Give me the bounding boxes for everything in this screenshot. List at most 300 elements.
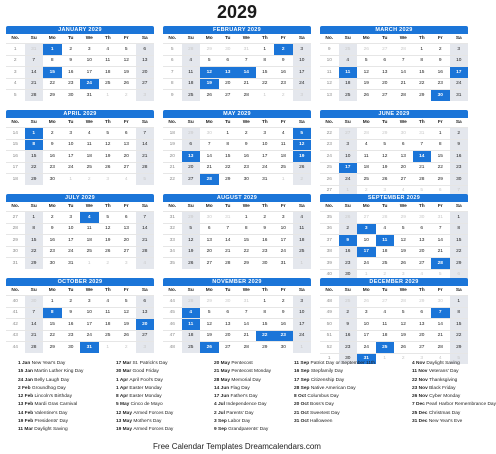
day-cell[interactable]: 12 [394, 235, 413, 247]
day-cell[interactable]: 31 [357, 353, 376, 364]
day-cell[interactable]: 26 [99, 162, 118, 174]
day-cell[interactable]: 11 [99, 55, 118, 67]
day-cell[interactable]: 27 [219, 342, 238, 353]
day-cell[interactable]: 5 [117, 296, 136, 308]
day-cell-outside[interactable]: 29 [182, 128, 201, 140]
day-cell[interactable]: 21 [237, 330, 256, 342]
day-cell[interactable]: 12 [200, 319, 219, 331]
day-cell[interactable]: 20 [376, 78, 395, 90]
day-cell-outside[interactable]: 5 [450, 353, 469, 364]
day-cell[interactable]: 26 [117, 330, 136, 342]
day-cell[interactable]: 2 [43, 212, 62, 224]
day-cell[interactable]: 10 [357, 319, 376, 331]
day-cell[interactable]: 8 [450, 223, 469, 235]
day-cell-outside[interactable]: 3 [293, 90, 312, 101]
day-cell[interactable]: 15 [450, 235, 469, 247]
day-cell-outside[interactable]: 28 [394, 296, 413, 308]
day-cell-outside[interactable]: 4 [431, 353, 450, 364]
day-cell[interactable]: 26 [99, 246, 118, 258]
day-cell[interactable]: 15 [450, 319, 469, 331]
day-cell[interactable]: 5 [394, 223, 413, 235]
day-cell[interactable]: 9 [274, 307, 293, 319]
day-cell[interactable]: 27 [413, 258, 432, 270]
day-cell[interactable]: 1 [219, 128, 238, 140]
day-cell[interactable]: 24 [357, 258, 376, 270]
day-cell-outside[interactable]: 1 [357, 269, 376, 280]
day-cell[interactable]: 6 [182, 139, 201, 151]
day-cell[interactable]: 14 [431, 319, 450, 331]
day-cell[interactable]: 8 [43, 55, 62, 67]
day-cell[interactable]: 13 [219, 319, 238, 331]
day-cell[interactable]: 11 [182, 67, 201, 79]
day-cell[interactable]: 2 [43, 128, 62, 140]
day-cell-outside[interactable]: 4 [136, 258, 155, 269]
day-cell[interactable]: 10 [62, 139, 81, 151]
day-cell[interactable]: 17 [80, 67, 99, 79]
day-cell[interactable]: 22 [25, 162, 44, 174]
day-cell[interactable]: 18 [80, 151, 99, 163]
day-cell[interactable]: 20 [394, 162, 413, 174]
day-cell[interactable]: 28 [237, 90, 256, 101]
day-cell[interactable]: 31 [62, 258, 81, 269]
day-cell[interactable]: 27 [117, 162, 136, 174]
day-cell[interactable]: 27 [394, 174, 413, 186]
day-cell[interactable]: 9 [274, 55, 293, 67]
day-cell[interactable]: 11 [293, 223, 312, 235]
day-cell[interactable]: 29 [25, 174, 44, 185]
day-cell-outside[interactable]: 26 [357, 296, 376, 308]
day-cell-outside[interactable]: 31 [237, 44, 256, 56]
day-cell-outside[interactable]: 4 [413, 269, 432, 280]
day-cell[interactable]: 3 [357, 307, 376, 319]
day-cell[interactable]: 28 [25, 90, 44, 101]
day-cell[interactable]: 22 [256, 78, 275, 90]
day-cell-outside[interactable]: 31 [219, 212, 238, 224]
day-cell-outside[interactable]: 3 [413, 353, 432, 364]
day-cell[interactable]: 30 [274, 342, 293, 353]
day-cell-outside[interactable]: 30 [25, 296, 44, 308]
day-cell-outside[interactable]: 4 [117, 174, 136, 185]
day-cell[interactable]: 18 [182, 330, 201, 342]
day-cell[interactable]: 19 [394, 330, 413, 342]
day-cell[interactable]: 20 [182, 162, 201, 174]
day-cell[interactable]: 12 [182, 235, 201, 247]
day-cell[interactable]: 14 [431, 235, 450, 247]
day-cell[interactable]: 28 [431, 342, 450, 354]
day-cell[interactable]: 15 [256, 67, 275, 79]
day-cell[interactable]: 12 [357, 67, 376, 79]
day-cell[interactable]: 5 [99, 128, 118, 140]
day-cell-outside[interactable]: 2 [274, 90, 293, 101]
day-cell[interactable]: 2 [256, 212, 275, 224]
day-cell-outside[interactable]: 2 [376, 269, 395, 280]
day-cell-outside[interactable]: 29 [182, 212, 201, 224]
day-cell[interactable]: 17 [357, 246, 376, 258]
day-cell[interactable]: 28 [25, 342, 44, 353]
day-cell[interactable]: 4 [293, 212, 312, 224]
day-cell[interactable]: 8 [25, 223, 44, 235]
day-cell-outside[interactable]: 25 [339, 44, 358, 56]
day-cell[interactable]: 22 [450, 246, 469, 258]
day-cell[interactable]: 1 [256, 296, 275, 308]
day-cell[interactable]: 7 [431, 307, 450, 319]
day-cell[interactable]: 13 [413, 319, 432, 331]
day-cell-outside[interactable]: 28 [182, 296, 201, 308]
day-cell[interactable]: 28 [431, 258, 450, 270]
day-cell[interactable]: 26 [117, 78, 136, 90]
day-cell[interactable]: 23 [256, 246, 275, 258]
day-cell[interactable]: 20 [136, 67, 155, 79]
day-cell[interactable]: 14 [237, 319, 256, 331]
day-cell-outside[interactable]: 2 [357, 185, 376, 196]
day-cell[interactable]: 19 [117, 67, 136, 79]
day-cell[interactable]: 22 [431, 162, 450, 174]
day-cell[interactable]: 29 [256, 342, 275, 353]
day-cell[interactable]: 9 [43, 223, 62, 235]
day-cell-outside[interactable]: 1 [80, 258, 99, 269]
day-cell[interactable]: 21 [237, 78, 256, 90]
day-cell-outside[interactable]: 5 [136, 174, 155, 185]
day-cell[interactable]: 23 [62, 78, 81, 90]
day-cell-outside[interactable]: 3 [99, 174, 118, 185]
day-cell[interactable]: 3 [274, 212, 293, 224]
day-cell[interactable]: 5 [200, 55, 219, 67]
day-cell[interactable]: 14 [413, 151, 432, 163]
day-cell[interactable]: 3 [80, 44, 99, 56]
day-cell[interactable]: 7 [136, 128, 155, 140]
day-cell[interactable]: 19 [376, 162, 395, 174]
day-cell[interactable]: 21 [431, 330, 450, 342]
day-cell[interactable]: 16 [339, 246, 358, 258]
day-cell[interactable]: 23 [237, 162, 256, 174]
day-cell[interactable]: 15 [413, 67, 432, 79]
day-cell[interactable]: 4 [182, 55, 201, 67]
day-cell[interactable]: 23 [339, 258, 358, 270]
day-cell[interactable]: 19 [182, 246, 201, 258]
day-cell[interactable]: 13 [200, 235, 219, 247]
day-cell[interactable]: 21 [413, 162, 432, 174]
day-cell[interactable]: 23 [450, 162, 469, 174]
day-cell-outside[interactable]: 30 [413, 212, 432, 224]
day-cell[interactable]: 26 [394, 342, 413, 354]
day-cell-outside[interactable]: 28 [182, 44, 201, 56]
day-cell[interactable]: 10 [450, 55, 469, 67]
day-cell[interactable]: 7 [25, 307, 44, 319]
day-cell-outside[interactable]: 30 [200, 212, 219, 224]
day-cell[interactable]: 11 [80, 223, 99, 235]
day-cell[interactable]: 6 [376, 55, 395, 67]
day-cell[interactable]: 8 [237, 223, 256, 235]
day-cell[interactable]: 18 [376, 330, 395, 342]
day-cell[interactable]: 25 [293, 246, 312, 258]
day-cell[interactable]: 7 [25, 55, 44, 67]
day-cell[interactable]: 23 [43, 162, 62, 174]
day-cell-outside[interactable]: 30 [219, 296, 238, 308]
day-cell-outside[interactable]: 6 [431, 185, 450, 196]
day-cell[interactable]: 2 [339, 223, 358, 235]
day-cell[interactable]: 3 [62, 212, 81, 224]
day-cell[interactable]: 21 [219, 246, 238, 258]
day-cell[interactable]: 11 [339, 67, 358, 79]
day-cell[interactable]: 10 [256, 139, 275, 151]
day-cell[interactable]: 13 [394, 151, 413, 163]
day-cell[interactable]: 22 [256, 330, 275, 342]
day-cell[interactable]: 25 [80, 246, 99, 258]
day-cell[interactable]: 4 [99, 296, 118, 308]
day-cell[interactable]: 11 [99, 307, 118, 319]
day-cell[interactable]: 3 [450, 44, 469, 56]
day-cell[interactable]: 21 [25, 78, 44, 90]
day-cell[interactable]: 7 [431, 223, 450, 235]
day-cell[interactable]: 26 [200, 342, 219, 353]
day-cell[interactable]: 6 [219, 55, 238, 67]
day-cell[interactable]: 22 [413, 78, 432, 90]
day-cell-outside[interactable]: 29 [200, 44, 219, 56]
day-cell[interactable]: 1 [413, 44, 432, 56]
day-cell-outside[interactable]: 4 [394, 185, 413, 196]
day-cell[interactable]: 2 [62, 296, 81, 308]
day-cell[interactable]: 1 [256, 44, 275, 56]
day-cell[interactable]: 1 [25, 212, 44, 224]
day-cell-outside[interactable]: 26 [339, 212, 358, 224]
day-cell-outside[interactable]: 7 [450, 185, 469, 196]
day-cell[interactable]: 16 [431, 67, 450, 79]
day-cell-outside[interactable]: 29 [376, 128, 395, 140]
day-cell[interactable]: 24 [62, 246, 81, 258]
day-cell[interactable]: 2 [431, 44, 450, 56]
day-cell-outside[interactable]: 31 [25, 44, 44, 56]
day-cell-outside[interactable]: 1 [99, 342, 118, 353]
day-cell[interactable]: 10 [293, 307, 312, 319]
day-cell-outside[interactable]: 29 [200, 296, 219, 308]
day-cell[interactable]: 31 [450, 90, 469, 101]
day-cell[interactable]: 7 [413, 139, 432, 151]
day-cell[interactable]: 12 [117, 307, 136, 319]
day-cell[interactable]: 9 [450, 139, 469, 151]
day-cell-outside[interactable]: 1 [274, 174, 293, 185]
day-cell-outside[interactable]: 1 [339, 185, 358, 196]
day-cell[interactable]: 12 [376, 151, 395, 163]
day-cell[interactable]: 9 [62, 55, 81, 67]
day-cell[interactable]: 23 [62, 330, 81, 342]
day-cell[interactable]: 25 [339, 90, 358, 101]
day-cell[interactable]: 18 [182, 78, 201, 90]
day-cell[interactable]: 3 [293, 296, 312, 308]
day-cell[interactable]: 30 [43, 258, 62, 269]
day-cell[interactable]: 7 [237, 55, 256, 67]
day-cell[interactable]: 21 [431, 246, 450, 258]
day-cell-outside[interactable]: 5 [413, 185, 432, 196]
day-cell[interactable]: 30 [450, 174, 469, 186]
day-cell-outside[interactable]: 1 [293, 258, 312, 269]
day-cell[interactable]: 25 [80, 162, 99, 174]
day-cell[interactable]: 28 [237, 342, 256, 353]
day-cell[interactable]: 27 [182, 174, 201, 185]
day-cell[interactable]: 19 [394, 246, 413, 258]
day-cell[interactable]: 31 [274, 258, 293, 269]
day-cell[interactable]: 20 [200, 246, 219, 258]
day-cell[interactable]: 1 [450, 296, 469, 308]
day-cell-outside[interactable]: 2 [293, 174, 312, 185]
day-cell[interactable]: 24 [80, 78, 99, 90]
day-cell[interactable]: 18 [99, 319, 118, 331]
day-cell[interactable]: 16 [62, 319, 81, 331]
day-cell[interactable]: 29 [413, 90, 432, 101]
day-cell[interactable]: 29 [450, 342, 469, 354]
day-cell[interactable]: 20 [219, 330, 238, 342]
day-cell[interactable]: 25 [357, 174, 376, 186]
day-cell[interactable]: 29 [219, 174, 238, 185]
day-cell[interactable]: 8 [256, 55, 275, 67]
day-cell[interactable]: 3 [357, 223, 376, 235]
day-cell-outside[interactable]: 27 [339, 128, 358, 140]
day-cell[interactable]: 18 [293, 235, 312, 247]
day-cell[interactable]: 24 [62, 162, 81, 174]
day-cell[interactable]: 16 [450, 151, 469, 163]
day-cell[interactable]: 27 [219, 90, 238, 101]
day-cell[interactable]: 23 [339, 342, 358, 354]
day-cell[interactable]: 5 [357, 55, 376, 67]
day-cell[interactable]: 29 [43, 342, 62, 353]
day-cell[interactable]: 4 [274, 128, 293, 140]
day-cell[interactable]: 9 [431, 55, 450, 67]
day-cell[interactable]: 22 [219, 162, 238, 174]
day-cell[interactable]: 1 [25, 128, 44, 140]
day-cell[interactable]: 28 [394, 90, 413, 101]
day-cell[interactable]: 8 [431, 139, 450, 151]
day-cell[interactable]: 15 [256, 319, 275, 331]
day-cell[interactable]: 30 [237, 174, 256, 185]
day-cell[interactable]: 21 [25, 330, 44, 342]
day-cell[interactable]: 4 [357, 139, 376, 151]
day-cell[interactable]: 21 [394, 78, 413, 90]
day-cell[interactable]: 6 [394, 139, 413, 151]
day-cell[interactable]: 29 [43, 90, 62, 101]
day-cell[interactable]: 21 [136, 235, 155, 247]
day-cell[interactable]: 14 [394, 67, 413, 79]
day-cell[interactable]: 15 [25, 151, 44, 163]
day-cell[interactable]: 18 [274, 151, 293, 163]
footer-credit[interactable]: Free Calendar Templates Dreamcalendars.com [153, 442, 321, 451]
day-cell[interactable]: 2 [237, 128, 256, 140]
day-cell[interactable]: 14 [219, 235, 238, 247]
day-cell[interactable]: 25 [99, 330, 118, 342]
day-cell[interactable]: 30 [62, 90, 81, 101]
day-cell[interactable]: 28 [413, 174, 432, 186]
day-cell[interactable]: 22 [237, 246, 256, 258]
day-cell[interactable]: 14 [136, 223, 155, 235]
day-cell[interactable]: 29 [25, 258, 44, 269]
day-cell[interactable]: 23 [431, 78, 450, 90]
day-cell[interactable]: 22 [43, 78, 62, 90]
day-cell[interactable]: 27 [200, 258, 219, 269]
day-cell-outside[interactable]: 3 [376, 185, 395, 196]
day-cell-outside[interactable]: 25 [339, 296, 358, 308]
day-cell[interactable]: 4 [339, 55, 358, 67]
day-cell[interactable]: 26 [293, 162, 312, 174]
day-cell[interactable]: 6 [413, 307, 432, 319]
day-cell[interactable]: 5 [99, 212, 118, 224]
day-cell[interactable]: 24 [293, 330, 312, 342]
day-cell-outside[interactable]: 30 [431, 296, 450, 308]
day-cell[interactable]: 7 [200, 139, 219, 151]
day-cell[interactable]: 11 [376, 235, 395, 247]
day-cell[interactable]: 20 [117, 151, 136, 163]
day-cell[interactable]: 4 [182, 307, 201, 319]
day-cell[interactable]: 10 [62, 223, 81, 235]
day-cell[interactable]: 16 [256, 235, 275, 247]
day-cell[interactable]: 21 [136, 151, 155, 163]
day-cell-outside[interactable]: 2 [117, 342, 136, 353]
day-cell[interactable]: 10 [274, 223, 293, 235]
day-cell-outside[interactable]: 2 [99, 258, 118, 269]
day-cell[interactable]: 17 [62, 235, 81, 247]
day-cell[interactable]: 5 [376, 139, 395, 151]
day-cell[interactable]: 16 [274, 67, 293, 79]
day-cell[interactable]: 18 [357, 162, 376, 174]
day-cell[interactable]: 19 [99, 235, 118, 247]
day-cell-outside[interactable]: 29 [413, 296, 432, 308]
day-cell-outside[interactable]: 1 [293, 342, 312, 353]
day-cell[interactable]: 13 [376, 67, 395, 79]
day-cell-outside[interactable]: 1 [62, 174, 81, 185]
day-cell[interactable]: 10 [80, 307, 99, 319]
day-cell[interactable]: 29 [237, 258, 256, 269]
day-cell-outside[interactable]: 31 [237, 296, 256, 308]
day-cell[interactable]: 8 [413, 55, 432, 67]
day-cell[interactable]: 26 [182, 258, 201, 269]
day-cell-outside[interactable]: 27 [376, 44, 395, 56]
day-cell[interactable]: 11 [80, 139, 99, 151]
day-cell[interactable]: 1 [450, 212, 469, 224]
day-cell[interactable]: 16 [274, 319, 293, 331]
day-cell-outside[interactable]: 1 [99, 90, 118, 101]
day-cell-outside[interactable]: 31 [431, 212, 450, 224]
day-cell[interactable]: 3 [256, 128, 275, 140]
day-cell[interactable]: 19 [117, 319, 136, 331]
day-cell[interactable]: 30 [339, 269, 358, 280]
day-cell[interactable]: 4 [376, 307, 395, 319]
day-cell[interactable]: 15 [43, 67, 62, 79]
day-cell[interactable]: 6 [117, 128, 136, 140]
day-cell-outside[interactable]: 26 [357, 44, 376, 56]
day-cell[interactable]: 22 [43, 330, 62, 342]
day-cell[interactable]: 24 [357, 342, 376, 354]
day-cell[interactable]: 21 [200, 162, 219, 174]
day-cell[interactable]: 15 [25, 235, 44, 247]
day-cell[interactable]: 17 [450, 67, 469, 79]
day-cell[interactable]: 29 [431, 174, 450, 186]
day-cell-outside[interactable]: 5 [431, 269, 450, 280]
day-cell[interactable]: 23 [43, 246, 62, 258]
day-cell[interactable]: 10 [357, 235, 376, 247]
day-cell[interactable]: 3 [80, 296, 99, 308]
day-cell[interactable]: 22 [25, 246, 44, 258]
day-cell[interactable]: 12 [99, 223, 118, 235]
day-cell[interactable]: 26 [200, 90, 219, 101]
day-cell-outside[interactable]: 28 [376, 212, 395, 224]
day-cell[interactable]: 15 [219, 151, 238, 163]
day-cell-outside[interactable]: 29 [394, 212, 413, 224]
day-cell-outside[interactable]: 28 [357, 128, 376, 140]
day-cell[interactable]: 27 [413, 342, 432, 354]
day-cell[interactable]: 27 [136, 78, 155, 90]
day-cell[interactable]: 28 [136, 246, 155, 258]
day-cell[interactable]: 7 [219, 223, 238, 235]
day-cell[interactable]: 19 [357, 78, 376, 90]
day-cell[interactable]: 8 [450, 307, 469, 319]
day-cell[interactable]: 11 [357, 151, 376, 163]
